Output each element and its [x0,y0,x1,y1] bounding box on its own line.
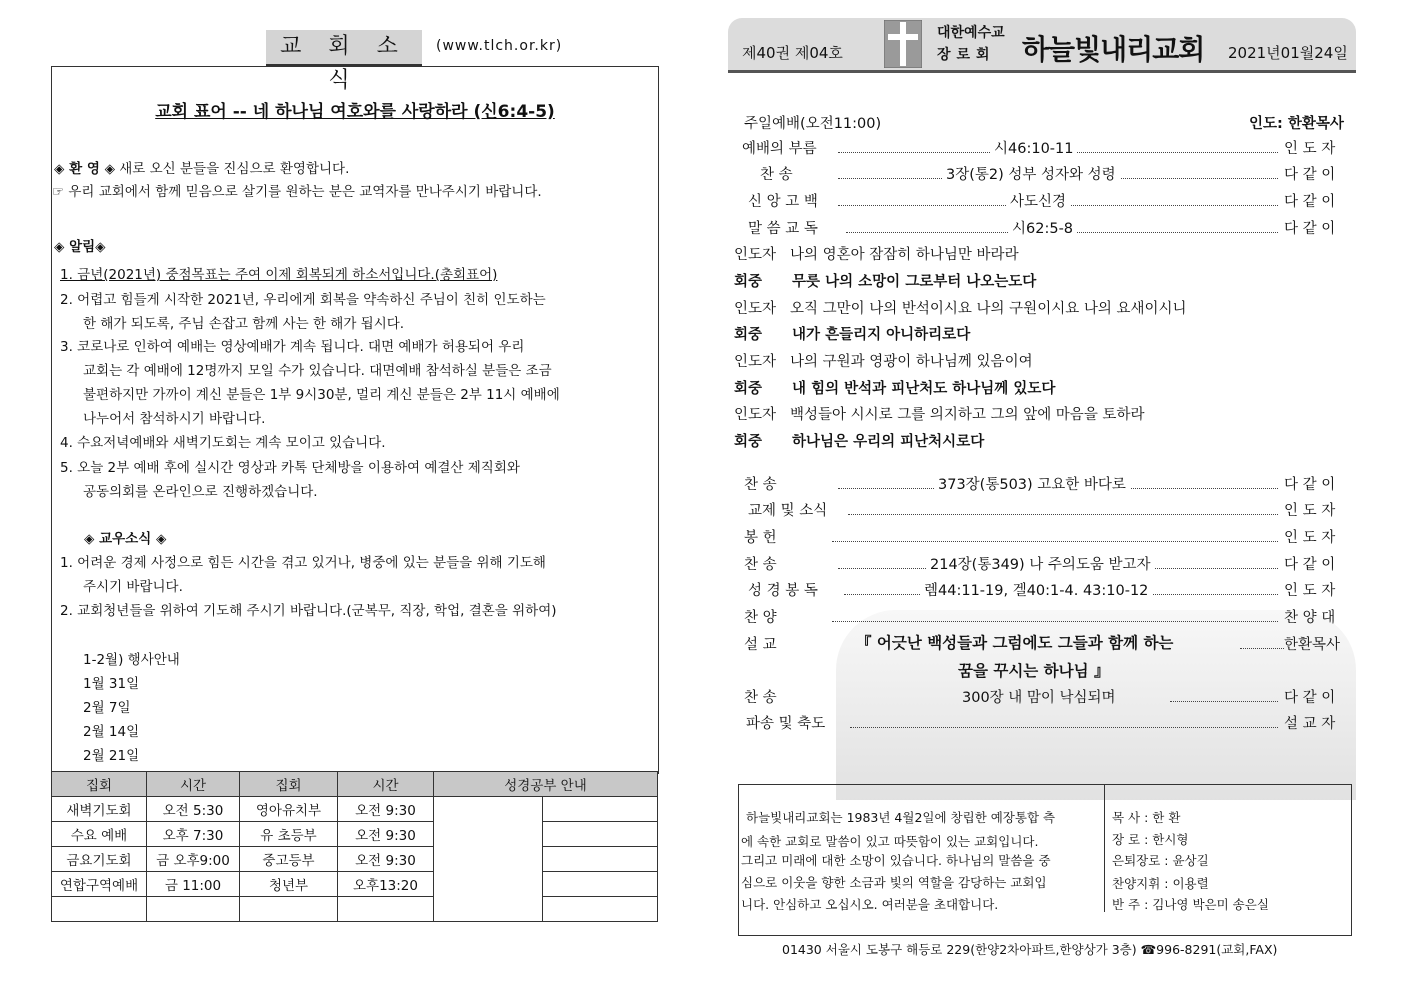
notice-item: 공동의회를 온라인으로 진행하겠습니다. [83,484,318,500]
reader-label: 회중 [734,381,763,397]
table-row [52,897,658,922]
about-text: 하늘빛내리교회는 1983년 4월2일에 창립한 예장통합 측 [746,810,1056,825]
responsive-reading [734,270,1036,291]
member-news-heading: ◈ 교우소식 ◈ [84,531,167,547]
reader-label: 회중 [734,274,763,290]
table-cell: 중고등부 [240,847,338,872]
responsive-reading [734,430,984,451]
responsive-reading [734,323,970,344]
notice-item: 교회는 각 예배에 12명까지 모일 수가 있습니다. 대면예배 참석하실 분들은 조금 [83,363,552,379]
reading-text: 백성들아 시시로 그를 의지하고 그의 앞에 마음을 토하라 [790,407,1145,423]
responsive-reading [734,377,1055,398]
event-date: 2월 7일 [83,700,131,716]
order-person: 인 도 자 [1284,530,1336,546]
event-date: 1월 31일 [83,676,140,692]
order-content: 214장(통349) 나 주의도움 받고자 [926,553,1155,574]
table-cell [147,897,240,922]
table-cell: 금 오후9:00 [147,847,240,872]
notice-item: 한 해가 되도록, 주님 손잡고 함께 사는 한 해가 됩시다. [83,316,405,332]
sermon-title-line2: 꿈을 꾸시는 하나님 』 [958,662,1110,680]
order-person: 인 도 자 [1284,503,1336,519]
table-header: 시간 [147,772,240,797]
reading-text: 나의 영혼아 잠잠히 하나님만 바라라 [790,247,1019,263]
info-divider [1104,784,1105,912]
footer-address: 01430 서울시 도봉구 해등로 229(한양2차아파트,한양상가 3층) ☎996-8291(교회,FAX) [782,942,1278,957]
responsive-reading [734,350,1033,371]
events-heading: 1-2월) 행사안내 [83,652,180,668]
table-header: 집회 [240,772,338,797]
order-item: 신 앙 고 백 [748,194,818,210]
table-cell: 연합구역예배 [52,872,147,897]
reading-text: 무릇 나의 소망이 그로부터 나오는도다 [792,274,1037,290]
staff-entry: 목 사 : 한 환 [1112,810,1181,825]
bible-study-cell [543,797,658,822]
member-news-item: 주시기 바랍니다. [83,579,183,595]
bible-study-cell [543,847,658,872]
leader-dots [832,621,1278,622]
reading-text: 내 힘의 반석과 피난처도 하나님께 있도다 [792,381,1056,397]
about-text: 에 속한 교회로 말씀이 있고 따뜻함이 있는 교회입니다. [741,834,1039,849]
about-text: 심으로 이웃을 향한 소금과 빛의 역할을 감당하는 교회입 [741,875,1047,890]
welcome-note: ☞ 우리 교회에서 함께 믿음으로 살기를 원하는 분은 교역자를 만나주시기 바랍니다. [52,184,542,200]
order-person: 설 교 자 [1284,716,1336,732]
table-cell [240,897,338,922]
table-cell: 청년부 [240,872,338,897]
welcome-section [54,157,349,177]
volume-number: 제40권 제04호 [742,44,843,62]
bible-study-cell [543,897,658,922]
table-cell: 오후13:20 [338,872,434,897]
cross-logo-icon [884,20,922,68]
meeting-schedule-table [51,771,658,922]
table-cell: 오전 9:30 [338,847,434,872]
staff-entry: 반 주 : 김나영 박은미 송은실 [1112,897,1269,912]
leader-dots [850,727,1278,728]
responsive-reading [734,403,1144,424]
sermon-preacher: 한환목사 [1284,637,1341,653]
order-item: 교제 및 소식 [748,503,828,519]
bible-study-cell [434,797,543,922]
order-item: 찬 송 [744,557,777,573]
denomination-line2: 장로회 [937,47,996,63]
table-row [52,822,658,847]
order-item: 예배의 부름 [742,141,817,157]
reading-text: 오직 그만이 나의 반석이시요 나의 구원이시요 나의 요새이시니 [790,301,1187,317]
reading-text: 나의 구원과 영광이 하나님께 있음이여 [790,354,1033,370]
order-content: 시62:5-8 [1008,217,1077,238]
table-cell: 오전 9:30 [338,822,434,847]
order-person: 다 같 이 [1284,194,1336,210]
order-content: 300장 내 맘이 낙심되며 [962,690,1116,706]
denomination-line1: 대한예수교 [937,25,1005,41]
responsive-reading [734,243,1019,264]
news-box [51,66,659,774]
notice-item: 4. 수요저녁예배와 새벽기도회는 계속 모이고 있습니다. [60,435,386,451]
service-title: 주일예배(오전11:00) [744,116,882,132]
leader-dots [832,541,1278,542]
order-item: 성 경 봉 독 [748,583,818,599]
sermon-label: 설 교 [744,637,777,653]
table-cell [52,897,147,922]
order-person: 다 같 이 [1284,557,1336,573]
order-person: 인 도 자 [1284,141,1336,157]
table-cell: 오전 9:30 [338,797,434,822]
table-row [52,847,658,872]
reader-label: 회중 [734,327,763,343]
event-date: 2월 14일 [83,724,140,740]
order-item: 파송 및 축도 [746,716,826,732]
table-row [52,797,658,822]
member-news-item: 2. 교회청년들을 위하여 기도해 주시기 바랍니다.(군복무, 직장, 학업, 결혼을 위하여) [60,603,557,619]
table-cell [338,897,434,922]
notice-item: 나누어서 참석하시기 바랍니다. [83,411,266,427]
order-person: 인 도 자 [1284,583,1336,599]
staff-entry: 장 로 : 한시형 [1112,832,1189,847]
table-cell: 금요기도회 [52,847,147,872]
order-content: 373장(통503) 고요한 바다로 [934,473,1130,494]
reading-text: 하나님은 우리의 피난처시로다 [792,434,985,450]
member-news-item: 1. 어려운 경제 사정으로 힘든 시간을 겪고 있거나, 병중에 있는 분들을 위해 기도해 [60,555,546,571]
bible-study-cell [543,872,658,897]
bible-study-cell [543,822,658,847]
table-cell: 금 11:00 [147,872,240,897]
reader-label: 인도자 [734,301,777,317]
notice-item: 2. 어렵고 힘들게 시작한 2021년, 우리에게 회복을 약속하신 주님이 친히 인도하는 [60,292,546,308]
order-content: 3장(통2) 성부 성자와 성령 [942,163,1120,184]
staff-entry: 은퇴장로 : 윤상길 [1112,853,1209,868]
table-header: 집회 [52,772,147,797]
order-content: 사도신경 [1006,190,1070,211]
event-date: 2월 21일 [83,748,140,764]
service-leader: 인도: 한환목사 [1249,116,1344,132]
order-item: 찬 송 [744,477,777,493]
reader-label: 회중 [734,434,763,450]
responsive-reading [734,297,1186,318]
table-header: 성경공부 안내 [434,772,658,797]
table-cell: 유 초등부 [240,822,338,847]
website-url[interactable]: (www.tlch.or.kr) [436,38,563,54]
reader-label: 인도자 [734,247,777,263]
bulletin-date: 2021년01월24일 [1228,44,1348,62]
order-item: 말 씀 교 독 [748,221,818,237]
about-text: 그리고 미래에 대한 소망이 있습니다. 하나님의 말씀을 중 [741,853,1051,868]
leader-dots [1170,701,1278,702]
table-cell: 영아유치부 [240,797,338,822]
table-cell: 새벽기도회 [52,797,147,822]
reader-label: 인도자 [734,354,777,370]
church-name: 하늘빛내리교회 [1022,33,1205,66]
table-cell: 오후 7:30 [147,822,240,847]
notice-heading: ◈ 알림◈ [54,239,106,255]
order-person: 다 같 이 [1284,221,1336,237]
leader-dots [848,514,1278,515]
reader-label: 인도자 [734,407,777,423]
leader-dots [1240,648,1284,649]
order-item: 찬 송 [760,167,793,183]
about-text: 니다. 안심하고 오십시오. 여러분을 초대합니다. [741,897,999,912]
notice-item: 5. 오늘 2부 예배 후에 실시간 영상과 카톡 단체방을 이용하여 예결산 제직회와 [60,460,520,476]
order-person: 찬 양 대 [1284,610,1336,626]
welcome-text: 새로 오신 분들을 진심으로 환영합니다. [114,161,350,177]
page-title: 교 회 소 식 [266,30,422,66]
staff-entry: 찬양지휘 : 이용렬 [1112,876,1209,891]
order-item: 찬 양 [744,610,777,626]
order-person: 다 같 이 [1284,167,1336,183]
sermon-title-line1: 『 어긋난 백성들과 그럼에도 그들과 함께 하는 [856,634,1174,652]
order-content: 시46:10-11 [990,137,1077,158]
order-person: 다 같 이 [1284,690,1336,706]
table-cell: 오전 5:30 [147,797,240,822]
order-item: 봉 헌 [744,530,777,546]
reading-text: 내가 흔들리지 아니하리로다 [792,327,971,343]
notice-item: 불편하지만 가까이 계신 분들은 1부 9시30분, 멀리 계신 분들은 2부 11시 예배에 [83,387,560,403]
welcome-heading: ◈ 환 영 ◈ [54,161,115,177]
table-cell: 수요 예배 [52,822,147,847]
notice-item: 3. 코로나로 인하여 예배는 영상예배가 계속 됩니다. 대면 예배가 허용되어 우리 [60,339,525,355]
order-item: 찬 송 [744,690,777,706]
notice-item: 1. 금년(2021년) 중점목표는 주여 이제 회복되게 하소서입니다.(총회표어) [60,267,498,283]
order-content: 렘44:11-19, 겔40:1-4. 43:10-12 [920,579,1152,600]
table-header: 시간 [338,772,434,797]
table-header-row [52,772,658,797]
table-row [52,872,658,897]
church-motto: 교회 표어 -- 네 하나님 여호와를 사랑하라 (신6:4-5) [155,102,555,122]
order-person: 다 같 이 [1284,477,1336,493]
